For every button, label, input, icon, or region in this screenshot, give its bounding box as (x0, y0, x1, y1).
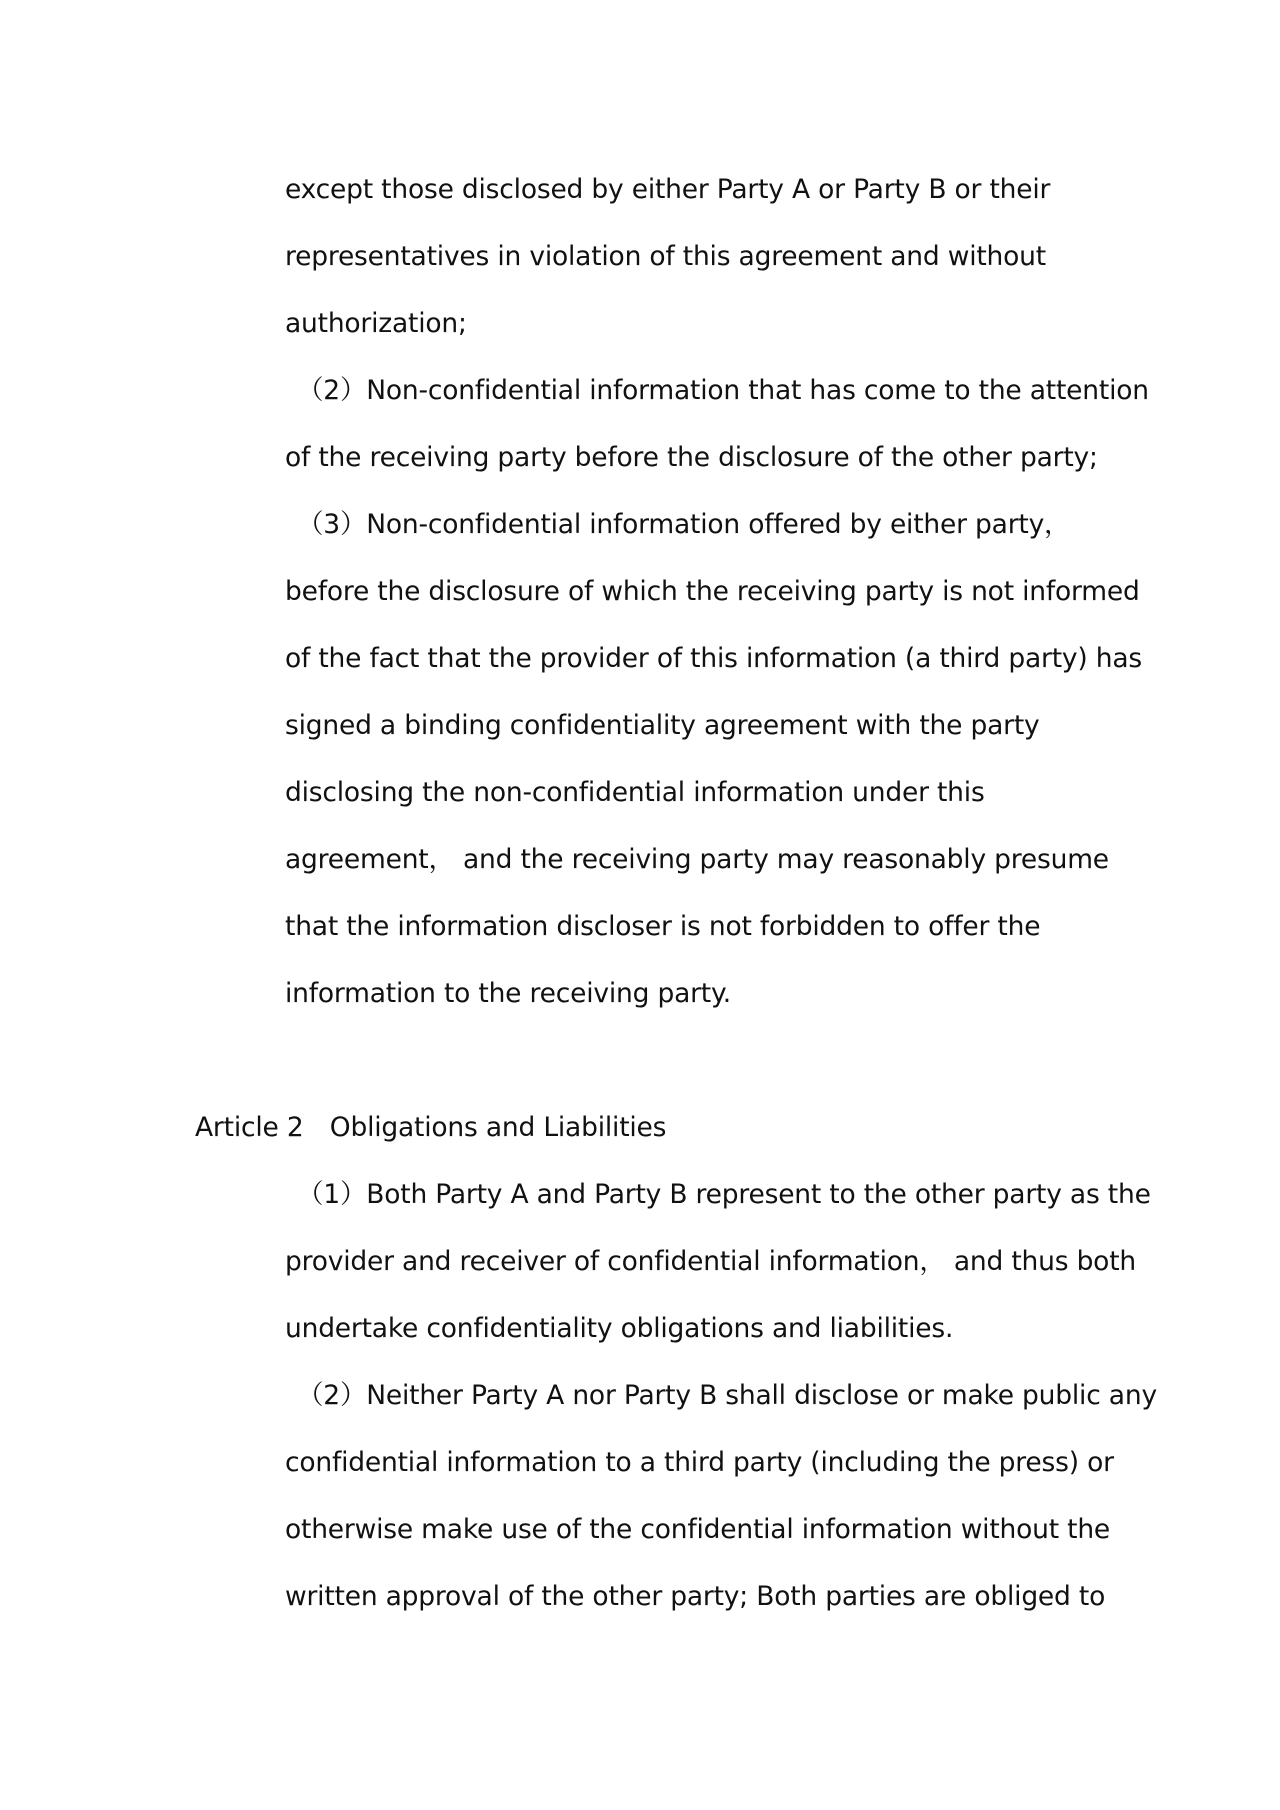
paragraph-line: of the receiving party before the disclosure of the other party; (285, 442, 1098, 473)
list-item-3-start: （3）Non-confidential information offered by either party， (297, 509, 1071, 540)
paragraph-line: signed a binding confidentiality agreement with the party (285, 710, 1040, 741)
paragraph-line: provider and receiver of confidential information， and thus both (285, 1246, 1136, 1277)
paragraph-line: information to the receiving party. (285, 978, 731, 1009)
paragraph-line: representatives in violation of this agreement and without (285, 241, 1046, 272)
paragraph-line: before the disclosure of which the receiving party is not informed (285, 576, 1140, 607)
paragraph-line: confidential information to a third party (including the press) or (285, 1447, 1114, 1478)
paragraph-line: undertake confidentiality obligations and liabilities. (285, 1313, 954, 1344)
paragraph-line: except those disclosed by either Party A or Party B or their (285, 174, 1051, 205)
paragraph-line: disclosing the non-confidential information under this (285, 777, 985, 808)
paragraph-line: of the fact that the provider of this information (a third party) has (285, 643, 1142, 674)
list-item-2-start: （2）Non-confidential information that has come to the attention (297, 375, 1149, 406)
paragraph-line: that the information discloser is not forbidden to offer the (285, 911, 1041, 942)
paragraph-line: agreement， and the receiving party may reasonably presume (285, 844, 1109, 875)
paragraph-line: authorization; (285, 308, 467, 339)
paragraph-line: otherwise make use of the confidential information without the (285, 1514, 1111, 1545)
paragraph-line: written approval of the other party; Both parties are obliged to (285, 1581, 1106, 1612)
article-2-heading: Article 2 Obligations and Liabilities (195, 1112, 667, 1143)
obligation-item-2-start: （2）Neither Party A nor Party B shall disclose or make public any (297, 1380, 1157, 1411)
obligation-item-1-start: （1）Both Party A and Party B represent to the other party as the (297, 1179, 1151, 1210)
